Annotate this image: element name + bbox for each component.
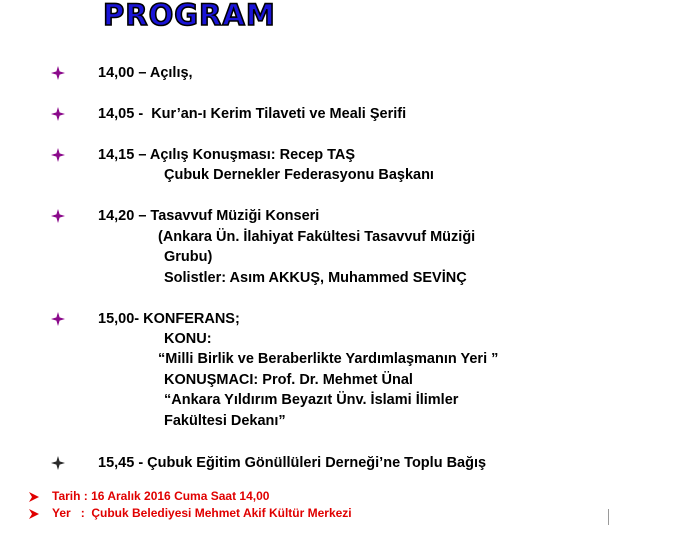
item-5-line-5: “Ankara Yıldırım Beyazıt Ünv. İslami İlimler: [164, 392, 459, 408]
star-bullet-icon: [51, 107, 65, 121]
item-4-line-2: (Ankara Ün. İlahiyat Fakültesi Tasavvuf Müziği: [158, 229, 476, 245]
footer-venue: Yer : Çubuk Belediyesi Mehmet Akif Kültür Merkezi: [52, 506, 352, 520]
program-title: PROGRAM: [103, 0, 276, 32]
item-5-line-6: Fakültesi Dekanı”: [164, 413, 286, 429]
item-3-line-1: 14,15 – Açılış Konuşması: Recep TAŞ: [98, 147, 356, 163]
item-5-line-2: KONU:: [164, 331, 212, 347]
star-bullet-icon: [51, 209, 65, 223]
text-cursor-mark: [608, 509, 609, 525]
item-5-line-4: KONUŞMACI: Prof. Dr. Mehmet Ünal: [164, 372, 413, 388]
item-5-line-3: “Milli Birlik ve Beraberlikte Yardımlaşmanın Yeri ”: [158, 351, 499, 367]
star-bullet-icon: [51, 148, 65, 162]
item-1-line-1: 14,00 – Açılış,: [98, 65, 193, 81]
star-bullet-icon: [51, 456, 65, 470]
item-3-line-2: Çubuk Dernekler Federasyonu Başkanı: [164, 167, 434, 183]
arrowhead-icon: [28, 508, 40, 520]
footer-date: Tarih : 16 Aralık 2016 Cuma Saat 14,00: [52, 489, 270, 503]
item-4-line-3: Grubu): [164, 249, 213, 265]
item-5-line-1: 15,00- KONFERANS;: [98, 311, 240, 327]
arrowhead-icon: [28, 491, 40, 503]
item-6-line-1: 15,45 - Çubuk Eğitim Gönüllüleri Derneği’ne Toplu Bağış: [98, 455, 487, 471]
item-4-line-1: 14,20 – Tasavvuf Müziği Konseri: [98, 208, 320, 224]
star-bullet-icon: [51, 312, 65, 326]
item-4-line-4: Solistler: Asım AKKUŞ, Muhammed SEVİNÇ: [164, 270, 467, 286]
star-bullet-icon: [51, 66, 65, 80]
item-2-line-1: 14,05 - Kur’an-ı Kerim Tilaveti ve Meali Şerifi: [98, 106, 407, 122]
